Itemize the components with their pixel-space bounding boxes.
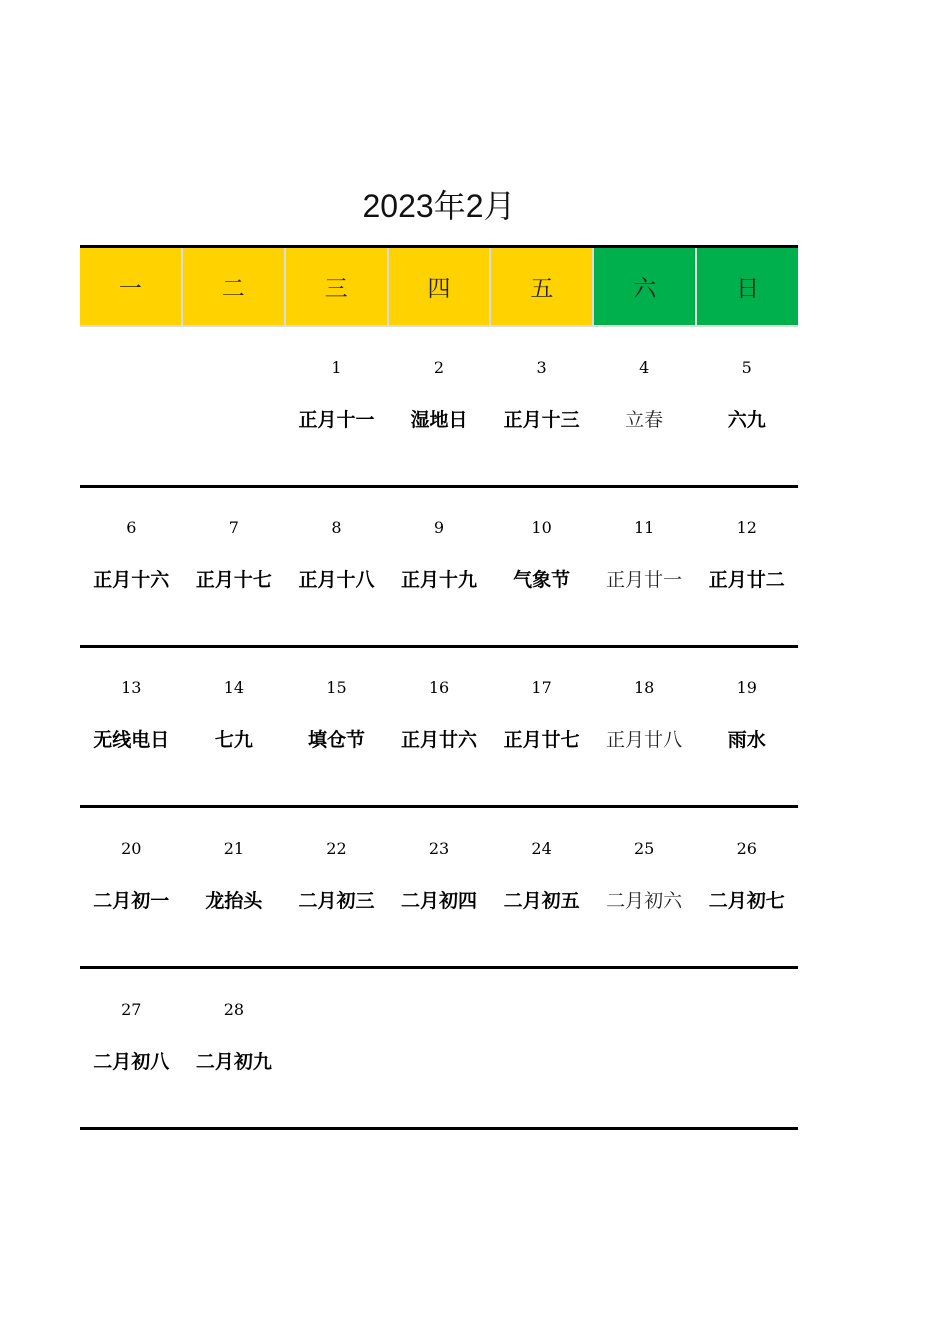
- day-number: 18: [634, 678, 655, 697]
- day-cell: [695, 648, 798, 805]
- week-row: [80, 328, 798, 488]
- day-cell: [388, 809, 491, 966]
- day-lunar-label: 二月初四: [401, 890, 478, 912]
- day-cell: [388, 328, 491, 485]
- day-cell: [285, 809, 388, 966]
- day-number: 15: [326, 678, 347, 697]
- day-lunar-label: 正月廿一: [606, 569, 683, 591]
- day-lunar-label: 二月初六: [606, 890, 683, 912]
- day-lunar-label: 正月十一: [298, 409, 375, 431]
- day-lunar-label: 湿地日: [410, 409, 468, 431]
- day-number: 22: [326, 839, 347, 858]
- day-cell: [183, 970, 286, 1127]
- day-cell: [490, 970, 593, 1127]
- weekday-mon: 一: [80, 248, 181, 325]
- day-number: 9: [433, 518, 445, 537]
- day-lunar-label: 正月廿六: [401, 729, 478, 751]
- day-lunar-label: 二月初七: [708, 890, 785, 912]
- weekday-tue: 二: [183, 248, 284, 325]
- calendar-title: 2023年2月: [362, 188, 516, 224]
- day-cell: [80, 809, 183, 966]
- day-number: 19: [736, 678, 757, 697]
- day-lunar-label: 正月十七: [195, 569, 272, 591]
- day-number: 5: [741, 358, 752, 377]
- day-lunar-label: 无线电日: [93, 729, 170, 751]
- day-number: 17: [531, 678, 552, 697]
- day-cell: [183, 648, 286, 805]
- day-cell: [593, 970, 696, 1127]
- day-cell: [593, 648, 696, 805]
- day-cell: [695, 970, 798, 1127]
- day-number: 28: [223, 1000, 245, 1019]
- day-number: 16: [428, 678, 450, 697]
- day-cell: [80, 970, 183, 1127]
- day-number: 1: [331, 358, 342, 377]
- day-lunar-label: 正月十三: [503, 409, 580, 431]
- day-number: 25: [634, 839, 655, 858]
- day-lunar-label: 正月廿七: [503, 729, 580, 751]
- day-cell: [490, 648, 593, 805]
- day-cell: [490, 328, 593, 485]
- day-lunar-label: 正月十六: [93, 569, 170, 591]
- weekday-thu: 四: [389, 248, 490, 325]
- day-number: 23: [428, 839, 450, 858]
- day-number: 12: [736, 518, 757, 537]
- day-number: 8: [331, 518, 342, 537]
- day-lunar-label: 二月初一: [93, 890, 170, 912]
- weekday-wed: 三: [286, 248, 387, 325]
- day-cell: [490, 809, 593, 966]
- day-lunar-label: 正月廿二: [708, 569, 785, 591]
- day-number: 26: [736, 839, 757, 858]
- day-lunar-label: 龙抬头: [205, 890, 263, 912]
- day-number: 27: [121, 1000, 142, 1019]
- day-lunar-label: 正月十九: [401, 569, 478, 591]
- week-row: [80, 488, 798, 648]
- day-number: 3: [536, 358, 547, 377]
- day-lunar-label: 立春: [625, 409, 664, 431]
- day-cell: [285, 648, 388, 805]
- weekday-sat: 六: [594, 248, 695, 325]
- day-cell: [80, 648, 183, 805]
- day-number: 14: [223, 678, 245, 697]
- weekday-header-row: [80, 245, 798, 327]
- weekday-fri: 五: [491, 248, 592, 325]
- day-cell: [183, 328, 286, 485]
- day-number: 4: [639, 358, 650, 377]
- day-lunar-label: 气象节: [513, 569, 571, 591]
- day-number: 20: [121, 839, 142, 858]
- day-lunar-label: 正月廿八: [606, 729, 683, 751]
- day-cell: [490, 488, 593, 645]
- day-lunar-label: 雨水: [727, 729, 766, 751]
- day-lunar-label: 二月初五: [503, 890, 580, 912]
- day-lunar-label: 七九: [214, 729, 253, 751]
- day-number: 10: [531, 518, 552, 537]
- week-row: [80, 970, 798, 1130]
- week-row: [80, 648, 798, 808]
- day-cell: [285, 328, 388, 485]
- day-cell: [80, 328, 183, 485]
- day-lunar-label: 二月初九: [195, 1051, 272, 1073]
- day-cell: [183, 809, 286, 966]
- day-cell: [388, 970, 491, 1127]
- day-number: 21: [223, 839, 245, 858]
- day-number: 11: [634, 518, 655, 537]
- day-cell: [695, 488, 798, 645]
- day-cell: [695, 809, 798, 966]
- day-cell: [80, 488, 183, 645]
- day-cell: [695, 328, 798, 485]
- week-row: [80, 809, 798, 969]
- weekday-sun: 日: [697, 248, 798, 325]
- day-number: 24: [531, 839, 552, 858]
- day-lunar-label: 正月十八: [298, 569, 375, 591]
- day-cell: [388, 488, 491, 645]
- day-number: 13: [121, 678, 142, 697]
- day-cell: [593, 488, 696, 645]
- day-cell: [593, 809, 696, 966]
- day-lunar-label: 六九: [727, 409, 766, 431]
- day-number: 2: [433, 358, 445, 377]
- day-number: 6: [126, 518, 137, 537]
- day-cell: [593, 328, 696, 485]
- day-lunar-label: 二月初三: [298, 890, 375, 912]
- day-cell: [183, 488, 286, 645]
- day-cell: [285, 970, 388, 1127]
- day-lunar-label: 填仓节: [307, 729, 365, 751]
- day-cell: [388, 648, 491, 805]
- day-number: 7: [228, 518, 239, 537]
- day-cell: [285, 488, 388, 645]
- day-lunar-label: 二月初八: [93, 1051, 170, 1073]
